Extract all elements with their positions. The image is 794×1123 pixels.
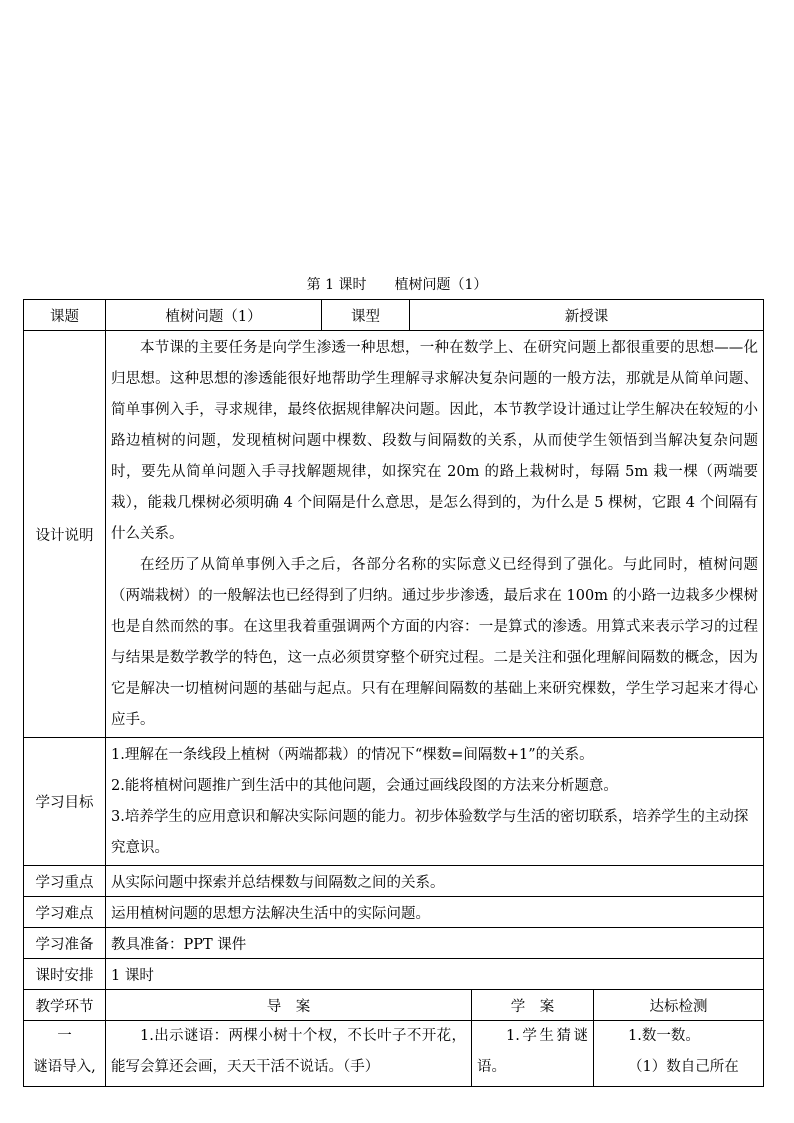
type-label: 课型 [322, 300, 410, 331]
preparation-text: 教具准备：PPT 课件 [106, 928, 764, 959]
design-paragraph: 在经历了从简单事例入手之后，各部分名称的实际意义已经得到了强化。与此同时，植树问题（两端栽树）的一般解法也已经得到了归纳。通过步步渗透，最后求在 100m 的小路一边栽多少棵树也是自然而然的事。在这里我着重强调两个方面的内容：一是算式的渗透。用算式来表示学习的过程与结果是数学教学的特色，这一点必须贯穿整个研究过程。二是关注和强化理解间隔数的概念，因为它是解决一切植树问题的基础与起点。只有在理解间隔数的基础上来研究棵数，学生学习起来才得心应手。 [111, 556, 759, 728]
design-row [24, 331, 764, 738]
difficulty-label: 学习难点 [24, 897, 106, 928]
goals-row [24, 738, 764, 866]
study-header: 学 案 [472, 990, 594, 1021]
study-text: 1.学生猜谜语。 [477, 1028, 588, 1075]
page-title: 第 1 课时 植树问题（1） [306, 277, 488, 293]
key-point-text: 从实际问题中探索并总结棵数与间隔数之间的关系。 [106, 866, 764, 897]
guide-header: 导 案 [106, 990, 472, 1021]
stage-cell [24, 1021, 106, 1087]
preparation-label: 学习准备 [24, 928, 106, 959]
process-row [24, 1021, 764, 1087]
design-label: 设计说明 [24, 331, 106, 738]
stage-header: 教学环节 [24, 990, 106, 1021]
design-paragraph: 本节课的主要任务是向学生渗透一种思想，一种在数学上、在研究问题上都很重要的思想——化归思想。这种思想的渗透能很好地帮助学生理解寻求解决复杂问题的一般方法，那就是从简单问题、简单事例入手，寻求规律，最终依据规律解决问题。因此，本节教学设计通过让学生解决在较短的小路边植树的问题，发现植树问题中棵数、段数与间隔数的关系，从而使学生领悟到当解决复杂问题时，要先从简单问题入手寻找解题规律，如探究在 20m 的路上栽树时，每隔 5m 栽一棵（两端要栽），能栽几棵树必须明确 4 个间隔是什么意思，是怎么得到的，为什么是 5 棵树，它跟 4 个间隔有什么关系。 [111, 339, 759, 542]
guide-text: 1.出示谜语：两棵小树十个杈，不长叶子不开花，能写会算还会画，天天干活不说话。（手） [111, 1028, 466, 1075]
check-line: 1.数一数。 [628, 1028, 700, 1044]
topic-row [24, 300, 764, 331]
topic-value: 植树问题（1） [106, 300, 322, 331]
topic-label: 课题 [24, 300, 106, 331]
difficulty-row [24, 897, 764, 928]
goal-item: 2.能将植树问题推广到生活中的其他问题，会通过画线段图的方法来分析题意。 [111, 777, 618, 794]
key-point-row [24, 866, 764, 897]
difficulty-text: 运用植树问题的思想方法解决生活中的实际问题。 [106, 897, 764, 928]
schedule-row [24, 959, 764, 990]
check-header: 达标检测 [594, 990, 764, 1021]
check-line: （1）数自己所在 [628, 1059, 739, 1075]
type-value: 新授课 [410, 300, 764, 331]
goal-item: 1.理解在一条线段上植树（两端都栽）的情况下“棵数=间隔数+1”的关系。 [111, 746, 594, 763]
check-cell [594, 1021, 764, 1087]
process-header-row [24, 990, 764, 1021]
goals-label: 学习目标 [24, 738, 106, 866]
guide-cell [106, 1021, 472, 1087]
design-content [106, 331, 764, 738]
preparation-row [24, 928, 764, 959]
key-point-label: 学习重点 [24, 866, 106, 897]
goals-content [106, 738, 764, 866]
stage-line: 一 [57, 1028, 72, 1044]
goal-item: 3.培养学生的应用意识和解决实际问题的能力。初步体验数学与生活的密切联系，培养学生的主动探究意识。 [111, 808, 749, 856]
schedule-label: 课时安排 [24, 959, 106, 990]
study-cell [472, 1021, 594, 1087]
stage-line: 谜语导入, [33, 1059, 96, 1075]
lesson-plan-table [23, 299, 764, 1087]
schedule-text: 1 课时 [106, 959, 764, 990]
